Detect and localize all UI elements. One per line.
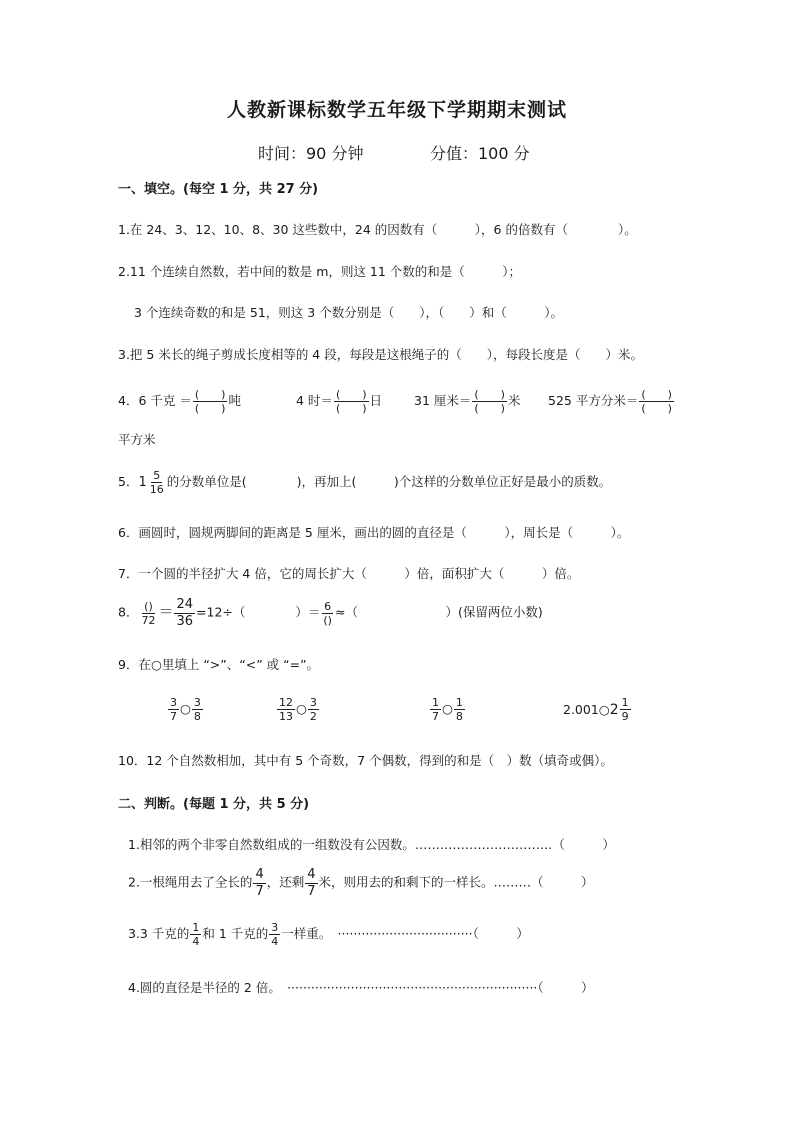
q9-compare-2: $\frac{12}{13}$ ○ $\frac{3}{2}$ <box>279 696 317 723</box>
judge-1: 1.相邻的两个非零自然数组成的一组数没有公因数。……………………………（ ） <box>128 837 615 852</box>
q5-mixed-number: 1 $\frac{5}{16}$ <box>138 469 164 496</box>
q4-p2: 4 时＝ <box>296 393 333 408</box>
q8-frac-1: $\frac{()}{72}$ <box>141 599 156 627</box>
q4-p4: 525 平方分米＝ <box>548 393 639 408</box>
question-3: 3.把 5 米长的绳子剪成长度相等的 4 段，每段是这根绳子的（ ），每段长度是（ ）米。 <box>118 347 643 362</box>
question-4-part3 <box>414 389 521 414</box>
q4-frac-2: $\frac{( )}{( )}$ <box>335 388 367 415</box>
section1-heading: 一、填空。(每空 1 分，共 27 分) <box>118 182 319 197</box>
question-4-part4 <box>548 389 675 414</box>
question-2b: 3 个连续奇数的和是 51，则这 3 个数分别是（ ），（ ）和（ ）。 <box>134 305 563 320</box>
q4-unit-3: 米 <box>507 393 521 408</box>
q4-unit-2: 日 <box>369 393 383 408</box>
q8-frac-3: $\frac{6}{()}$ <box>323 599 332 627</box>
question-9: 9．在○里填上 “>”、“<” 或 “=”。 <box>118 657 320 672</box>
question-4-part1 <box>118 389 241 414</box>
q5-rest: 的分数单位是( )，再加上( )个这样的分数单位正好是最小的质数。 <box>166 474 612 489</box>
question-10: 10．12 个自然数相加，其中有 5 个奇数，7 个偶数，得到的和是（ ）数（填奇或偶）。 <box>118 753 613 768</box>
q8-prefix: 8． <box>118 604 139 620</box>
judge-3: 3.3 千克的 $\frac{1}{4}$ 和 1 千克的 $\frac{3}{4}$ 一样重。 ··································（ ） <box>128 921 529 948</box>
judge-2: 2.一根绳用去了全长的 $\frac{4}{7}$ ，还剩 $\frac{4}{7}$ 米，则用去的和剩下的一样长。………（ ） <box>128 867 594 899</box>
judge-4: 4.圆的直径是半径的 2 倍。 ·······························································（ ） <box>128 980 594 995</box>
q4-frac-4: $\frac{( )}{( )}$ <box>641 388 672 415</box>
question-4-part2 <box>296 389 382 414</box>
question-5 <box>118 470 611 495</box>
q9-compare-3: $\frac{1}{7}$ ○ $\frac{1}{8}$ <box>432 696 463 723</box>
section2-heading: 二、判断。(每题 1 分，共 5 分) <box>118 797 310 812</box>
q9-compare-1: $\frac{3}{7}$ ○ $\frac{3}{8}$ <box>170 696 201 723</box>
q4-p3: 31 厘米＝ <box>414 393 472 408</box>
time-label: 时间：90 分钟 <box>258 144 364 163</box>
compare-circle-icon: ○ <box>296 701 307 716</box>
q4-unit-4: 平方米 <box>118 432 156 447</box>
question-6: 6．画圆时，圆规两脚间的距离是 5 厘米，画出的圆的直径是（ ），周长是（ ）。 <box>118 525 630 540</box>
q5-prefix: 5． <box>118 474 139 489</box>
compare-circle-icon: ○ <box>598 702 610 717</box>
q4-frac-1: $\frac{( )}{( )}$ <box>194 388 226 415</box>
compare-circle-icon: ○ <box>180 701 191 716</box>
q4-unit-1: 吨 <box>228 393 241 408</box>
q8-eq: ＝ <box>158 602 174 621</box>
q9-compare-4: 2.001○ 2 $\frac{1}{9}$ <box>563 696 629 723</box>
q4-prefix: 4．6 千克 ＝ <box>118 393 192 408</box>
question-7: 7．一个圆的半径扩大 4 倍，它的周长扩大（ ）倍，面积扩大（ ）倍。 <box>118 566 580 581</box>
compare-circle-icon: ○ <box>442 701 453 716</box>
q4-frac-3: $\frac{( )}{( )}$ <box>474 388 505 415</box>
question-8 <box>118 598 543 628</box>
question-2a: 2.11 个连续自然数，若中间的数是 m，则这 11 个数的和是（ ）； <box>118 264 522 279</box>
q8-mid: =12÷（ ）＝ <box>196 604 321 620</box>
q8-frac-2: $\frac{24}{36}$ <box>176 597 194 629</box>
page-title: 人教新课标数学五年级下学期期末测试 <box>226 99 567 121</box>
q8-tail: ≈（ ）(保留两位小数) <box>334 604 543 620</box>
score-label: 分值：100 分 <box>430 144 530 163</box>
question-1: 1.在 24、3、12、10、8、30 这些数中，24 的因数有（ ），6 的倍数有（ ）。 <box>118 222 637 237</box>
